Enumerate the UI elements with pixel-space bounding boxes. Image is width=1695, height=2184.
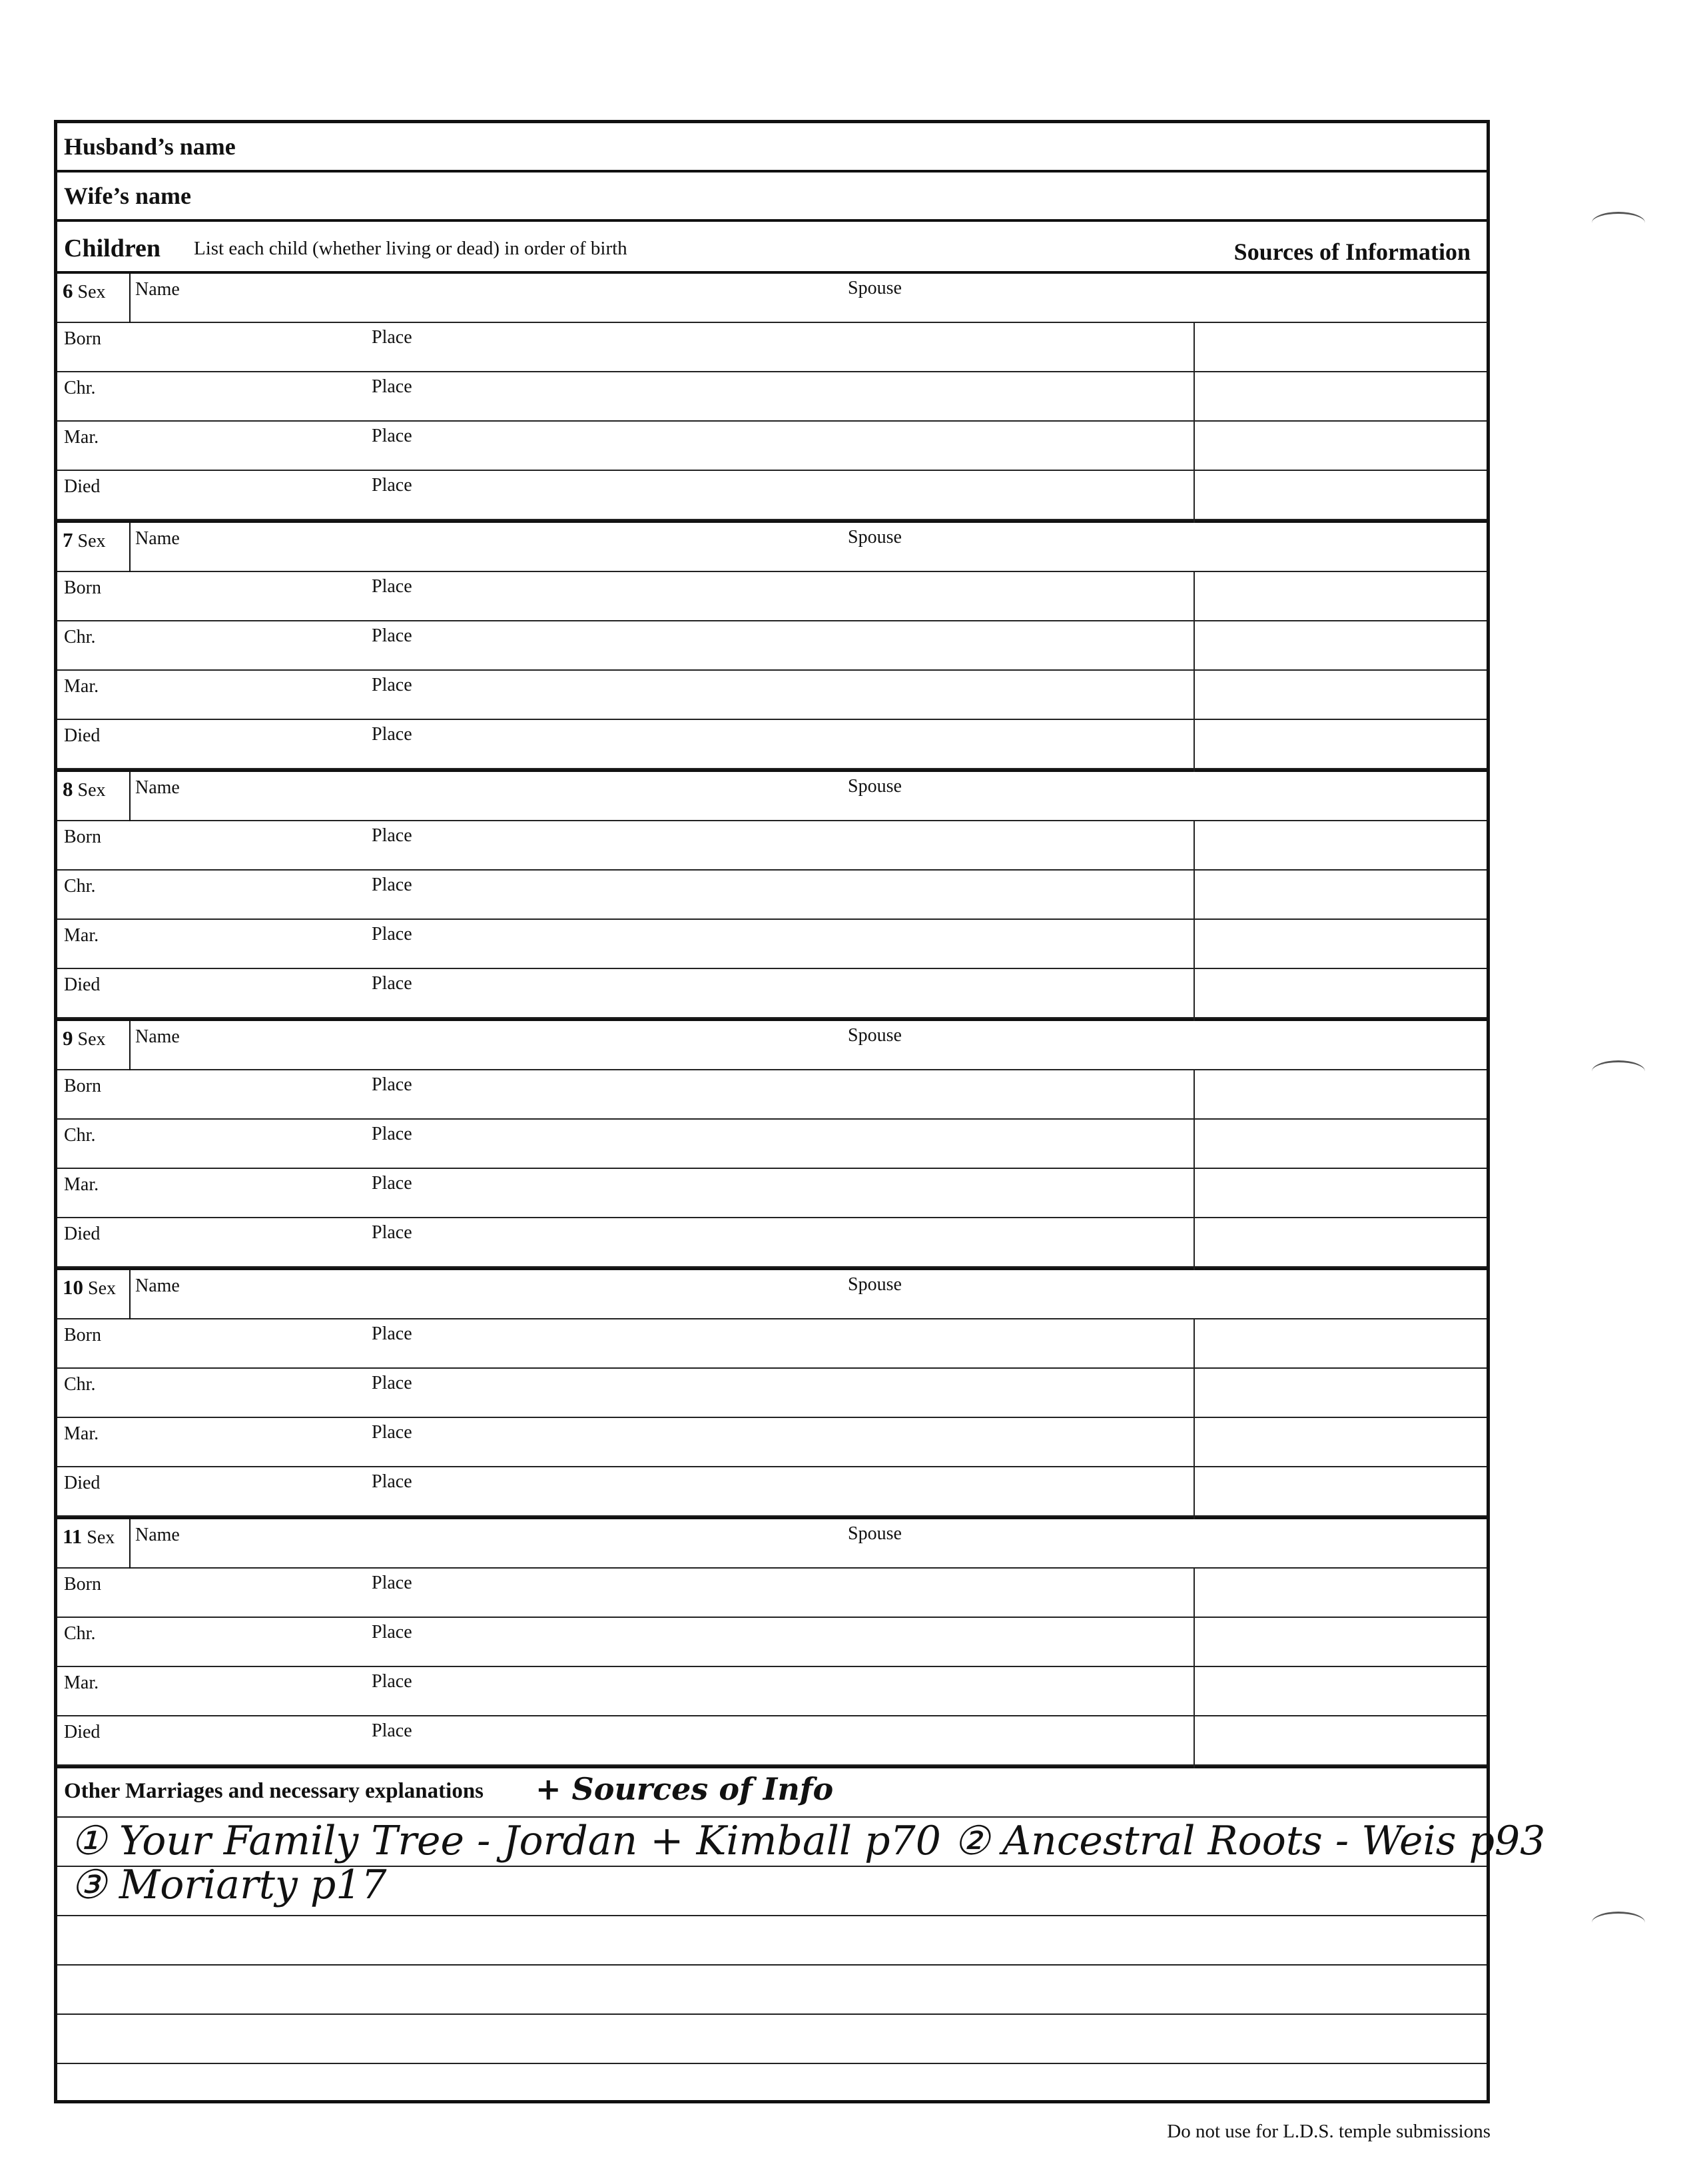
punch-hole-mark xyxy=(1592,1060,1645,1082)
wife-name-label: Wife’s name xyxy=(64,182,191,209)
children-header xyxy=(57,222,1487,274)
event-row-chr[interactable] xyxy=(57,372,1487,422)
place-label: Place xyxy=(372,625,412,646)
event-label: Chr. xyxy=(64,876,96,897)
event-row-died[interactable] xyxy=(57,1467,1487,1517)
place-label: Place xyxy=(372,675,412,695)
event-label: Mar. xyxy=(64,676,99,697)
child-number: 9 Sex xyxy=(63,1026,106,1050)
event-label: Born xyxy=(64,1574,101,1595)
name-label: Name xyxy=(135,777,180,798)
event-row-born[interactable] xyxy=(57,323,1487,372)
children-instruction: List each child (whether living or dead) in order of birth xyxy=(194,238,627,259)
sex-box-divider xyxy=(129,1270,131,1319)
sources-column-divider xyxy=(1193,821,1195,1021)
event-label: Born xyxy=(64,328,101,349)
event-row-born[interactable] xyxy=(57,1070,1487,1120)
punch-hole-mark xyxy=(1592,1912,1645,1934)
event-label: Born xyxy=(64,1076,101,1096)
handwritten-sources-note: + Sources of Info xyxy=(535,1771,834,1807)
event-label: Born xyxy=(64,1325,101,1345)
event-row-mar[interactable] xyxy=(57,1169,1487,1218)
place-label: Place xyxy=(372,1622,412,1642)
children-list xyxy=(57,274,1487,1768)
event-row-died[interactable] xyxy=(57,720,1487,769)
event-row-born[interactable] xyxy=(57,821,1487,871)
event-row-died[interactable] xyxy=(57,1218,1487,1268)
punch-hole-mark xyxy=(1592,212,1645,234)
other-marriages-label: Other Marriages and necessary explanations xyxy=(64,1779,484,1803)
place-label: Place xyxy=(372,1422,412,1443)
event-row-mar[interactable] xyxy=(57,920,1487,969)
event-label: Chr. xyxy=(64,1374,96,1395)
event-label: Died xyxy=(64,974,101,995)
sources-column-divider xyxy=(1193,1569,1195,1768)
child-6-block xyxy=(57,274,1487,523)
child-8-block xyxy=(57,772,1487,1021)
sources-column-divider xyxy=(1193,1070,1195,1270)
event-label: Born xyxy=(64,577,101,598)
event-label: Mar. xyxy=(64,925,99,946)
event-label: Chr. xyxy=(64,627,96,647)
event-label: Mar. xyxy=(64,1672,99,1693)
event-row-born[interactable] xyxy=(57,572,1487,621)
event-label: Died xyxy=(64,476,101,497)
name-label: Name xyxy=(135,1275,180,1296)
event-row-chr[interactable] xyxy=(57,1618,1487,1667)
place-label: Place xyxy=(372,1471,412,1492)
event-label: Died xyxy=(64,1722,101,1742)
child-name-row[interactable] xyxy=(57,1270,1487,1319)
event-label: Chr. xyxy=(64,1623,96,1644)
handwritten-line: ③ Moriarty p17 xyxy=(71,1862,387,1908)
explanation-line[interactable] xyxy=(57,2064,1487,2113)
spouse-label: Spouse xyxy=(848,278,902,298)
child-9-block xyxy=(57,1021,1487,1270)
place-label: Place xyxy=(372,825,412,846)
place-label: Place xyxy=(372,1671,412,1692)
sources-column-divider xyxy=(1193,323,1195,523)
place-label: Place xyxy=(372,1074,412,1095)
event-label: Mar. xyxy=(64,1174,99,1195)
place-label: Place xyxy=(372,1222,412,1243)
explanation-line[interactable] xyxy=(57,1862,1487,1916)
event-row-chr[interactable] xyxy=(57,621,1487,671)
event-row-mar[interactable] xyxy=(57,422,1487,471)
husband-name-label: Husband’s name xyxy=(64,133,236,160)
place-label: Place xyxy=(372,724,412,745)
event-label: Died xyxy=(64,1473,101,1493)
place-label: Place xyxy=(372,1373,412,1393)
sex-box-divider xyxy=(129,772,131,821)
place-label: Place xyxy=(372,475,412,496)
place-label: Place xyxy=(372,1173,412,1194)
other-marriages-header xyxy=(57,1768,1487,1818)
event-label: Mar. xyxy=(64,1423,99,1444)
sources-column-divider xyxy=(1193,1319,1195,1519)
child-name-row[interactable] xyxy=(57,523,1487,572)
child-name-row[interactable] xyxy=(57,1519,1487,1569)
event-row-born[interactable] xyxy=(57,1319,1487,1369)
child-number: 6 Sex xyxy=(63,279,106,302)
explanation-line[interactable] xyxy=(57,1966,1487,2015)
sex-box-divider xyxy=(129,523,131,572)
place-label: Place xyxy=(372,376,412,397)
spouse-label: Spouse xyxy=(848,1025,902,1046)
child-number: 10 Sex xyxy=(63,1275,116,1299)
name-label: Name xyxy=(135,1525,180,1545)
place-label: Place xyxy=(372,875,412,895)
explanation-line[interactable] xyxy=(57,1916,1487,1966)
spouse-label: Spouse xyxy=(848,527,902,547)
child-name-row[interactable] xyxy=(57,1021,1487,1070)
child-10-block xyxy=(57,1270,1487,1519)
place-label: Place xyxy=(372,1323,412,1344)
child-number: 11 Sex xyxy=(63,1525,115,1548)
event-row-died[interactable] xyxy=(57,471,1487,520)
place-label: Place xyxy=(372,576,412,597)
child-number: 7 Sex xyxy=(63,528,106,551)
wife-name-row[interactable] xyxy=(57,173,1487,222)
event-row-mar[interactable] xyxy=(57,1418,1487,1467)
name-label: Name xyxy=(135,1026,180,1047)
spouse-label: Spouse xyxy=(848,1274,902,1295)
handwritten-line: ① Your Family Tree - Jordan + Kimball p70 ② Ancestral Roots - Weis p93 xyxy=(71,1818,1546,1864)
sources-column-divider xyxy=(1193,572,1195,772)
event-row-died[interactable] xyxy=(57,969,1487,1018)
name-label: Name xyxy=(135,279,180,300)
place-label: Place xyxy=(372,924,412,944)
place-label: Place xyxy=(372,973,412,994)
husband-name-row[interactable] xyxy=(57,123,1487,173)
family-group-sheet-form xyxy=(54,120,1546,2103)
explanation-line[interactable] xyxy=(57,1818,1546,1867)
event-label: Born xyxy=(64,827,101,847)
event-row-mar[interactable] xyxy=(57,1667,1487,1716)
place-label: Place xyxy=(372,426,412,446)
event-label: Died xyxy=(64,725,101,746)
event-row-chr[interactable] xyxy=(57,1120,1487,1169)
event-label: Chr. xyxy=(64,378,96,398)
sources-of-information-label: Sources of Information xyxy=(1233,238,1471,265)
event-label: Died xyxy=(64,1224,101,1244)
event-row-chr[interactable] xyxy=(57,871,1487,920)
event-row-born[interactable] xyxy=(57,1569,1487,1618)
name-label: Name xyxy=(135,528,180,549)
spouse-label: Spouse xyxy=(848,776,902,797)
place-label: Place xyxy=(372,1720,412,1741)
child-number: 8 Sex xyxy=(63,777,106,801)
child-name-row[interactable] xyxy=(57,274,1487,323)
spouse-label: Spouse xyxy=(848,1523,902,1544)
children-title: Children xyxy=(64,234,161,262)
footer-note: Do not use for L.D.S. temple submissions xyxy=(1167,2121,1491,2142)
sex-box-divider xyxy=(129,274,131,323)
event-row-mar[interactable] xyxy=(57,671,1487,720)
sex-box-divider xyxy=(129,1021,131,1070)
child-name-row[interactable] xyxy=(57,772,1487,821)
sex-box-divider xyxy=(129,1519,131,1569)
place-label: Place xyxy=(372,1573,412,1593)
event-label: Chr. xyxy=(64,1125,96,1146)
child-7-block xyxy=(57,523,1487,772)
event-label: Mar. xyxy=(64,427,99,448)
event-row-chr[interactable] xyxy=(57,1369,1487,1418)
event-row-died[interactable] xyxy=(57,1716,1487,1766)
child-11-block xyxy=(57,1519,1487,1768)
place-label: Place xyxy=(372,1124,412,1144)
explanation-line[interactable] xyxy=(57,2015,1487,2064)
place-label: Place xyxy=(372,327,412,348)
